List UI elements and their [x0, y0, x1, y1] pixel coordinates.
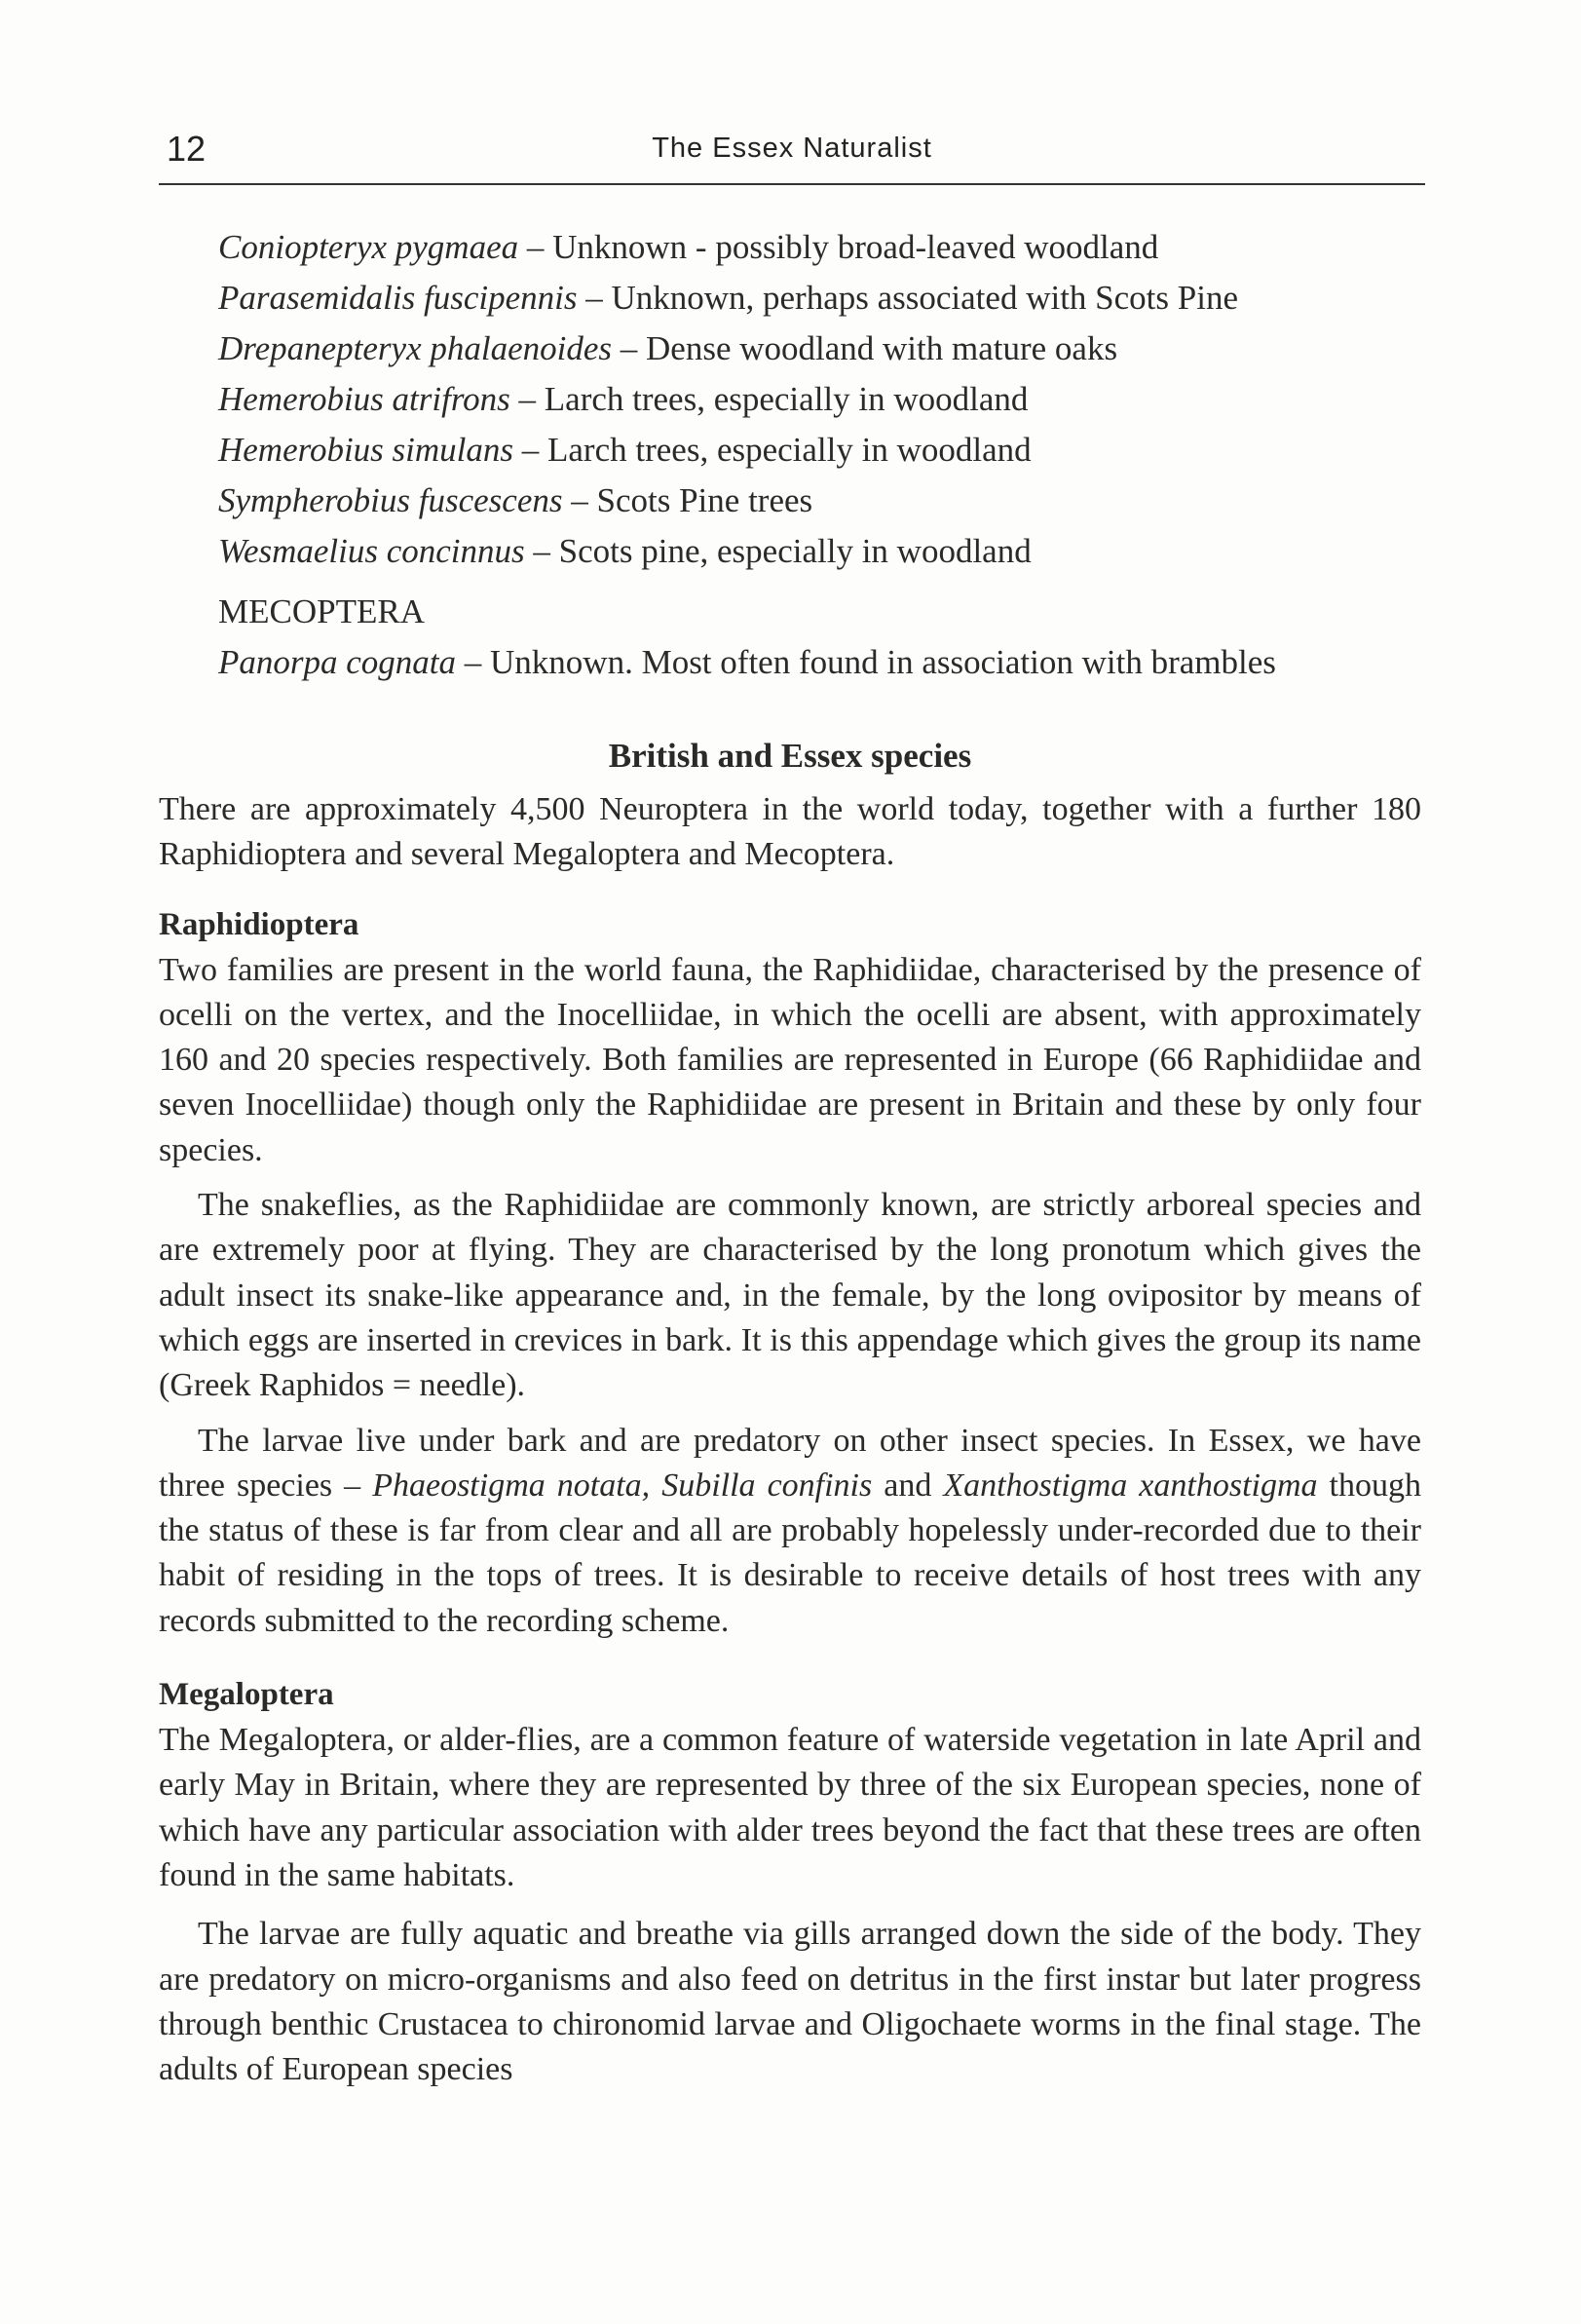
- species-name: Wesmaelius concinnus: [218, 532, 525, 570]
- raphidioptera-paragraph-2: The snakeflies, as the Raphidiidae are commonly known, are strictly arboreal species and are extremely poor at flying. They are characterised by the long pronotum which gives the adult insect its snake-like appearance and, in the female, by the long ovipositor by means of which eggs are inserted in crevices in bark. It is this appendage which gives the group its name (Greek Raphidos = needle).: [159, 1187, 1421, 1404]
- list-item: [218, 324, 1426, 374]
- species-habitat: – Scots Pine trees: [562, 481, 813, 519]
- article-body: [159, 731, 1421, 2092]
- species-names: Xanthostigma xanthostigma: [943, 1467, 1318, 1504]
- species-name: Hemerobius simulans: [218, 431, 514, 469]
- species-name: Drepanepteryx phalaenoides: [218, 329, 613, 367]
- list-item: [218, 526, 1426, 577]
- species-habitat: – Unknown, perhaps associated with Scots Pine: [577, 279, 1238, 317]
- raphidioptera-heading: Raphidioptera: [159, 906, 359, 942]
- species-names: Phaeostigma notata, Subilla confinis: [372, 1467, 873, 1504]
- species-habitat: – Larch trees, especially in woodland: [513, 431, 1032, 469]
- species-habitat-list: [218, 222, 1426, 688]
- species-habitat: – Unknown - possibly broad-leaved woodland: [518, 228, 1159, 266]
- species-habitat: – Dense woodland with mature oaks: [612, 329, 1118, 367]
- megaloptera-paragraph-2: The larvae are fully aquatic and breathe via gills arranged down the side of the body. They are predatory on micro-organisms and also feed on detritus in the first instar but later progress through benthic Crustacea to chironomid larvae and Oligochaete worms in the final stage. The adults of European species: [159, 1916, 1421, 2088]
- species-habitat: – Unknown. Most often found in association with brambles: [456, 643, 1276, 681]
- species-name: Coniopteryx pygmaea: [218, 228, 519, 266]
- intro-paragraph: There are approximately 4,500 Neuroptera in the world today, together with a further 180 Raphidioptera and several Megaloptera and Mecoptera.: [159, 791, 1421, 873]
- raphidioptera-paragraph-3: [159, 1419, 1421, 1644]
- paragraph-text: though the status of these is far from clear and all are probably hopelessly under-recorded due to their habit of residing in the tops of trees. It is desirable to receive details of host trees with any records submitted to the recording scheme.: [159, 1467, 1422, 1639]
- list-item: [218, 222, 1426, 273]
- species-name: Parasemidalis fuscipennis: [218, 279, 578, 317]
- list-item: [218, 273, 1426, 324]
- mecoptera-heading: MECOPTERA: [218, 592, 425, 630]
- species-habitat: – Scots pine, especially in woodland: [524, 532, 1032, 570]
- page-header: [159, 125, 1425, 185]
- list-item: [218, 374, 1426, 425]
- species-habitat: – Larch trees, especially in woodland: [509, 380, 1029, 418]
- list-item: [218, 476, 1426, 526]
- species-name: Hemerobius atrifrons: [218, 380, 510, 418]
- running-title: The Essex Naturalist: [652, 133, 932, 164]
- species-name: Sympherobius fuscescens: [218, 481, 563, 519]
- section-title: British and Essex species: [608, 737, 972, 775]
- paragraph-text: and: [872, 1467, 944, 1504]
- paragraph-text: The larvae live under bark and are predatory on other insect species. In Essex, we have three species –: [159, 1422, 1421, 1504]
- page-number: 12: [167, 129, 207, 169]
- raphidioptera-paragraph-1: Two families are present in the world fauna, the Raphidiidae, characterised by the presence of ocelli on the vertex, and the Inocelliidae, in which the ocelli are absent, with approximately 160 and 20 species respectively. Both families are represented in Europe (66 Raphidiidae and seven Inocelliidae) though only the Raphidiidae are present in Britain and these by only four species.: [159, 951, 1421, 1168]
- list-item: [218, 425, 1426, 476]
- megaloptera-paragraph-1: The Megaloptera, or alder-flies, are a common feature of waterside vegetation in late April and early May in Britain, where they are represented by three of the six European species, none of which have any particular association with alder trees beyond the fact that these trees are often found in the same habitats.: [159, 1722, 1421, 1893]
- species-name: Panorpa cognata: [218, 643, 457, 681]
- megaloptera-heading: Megaloptera: [159, 1677, 334, 1713]
- list-item: [218, 637, 1426, 688]
